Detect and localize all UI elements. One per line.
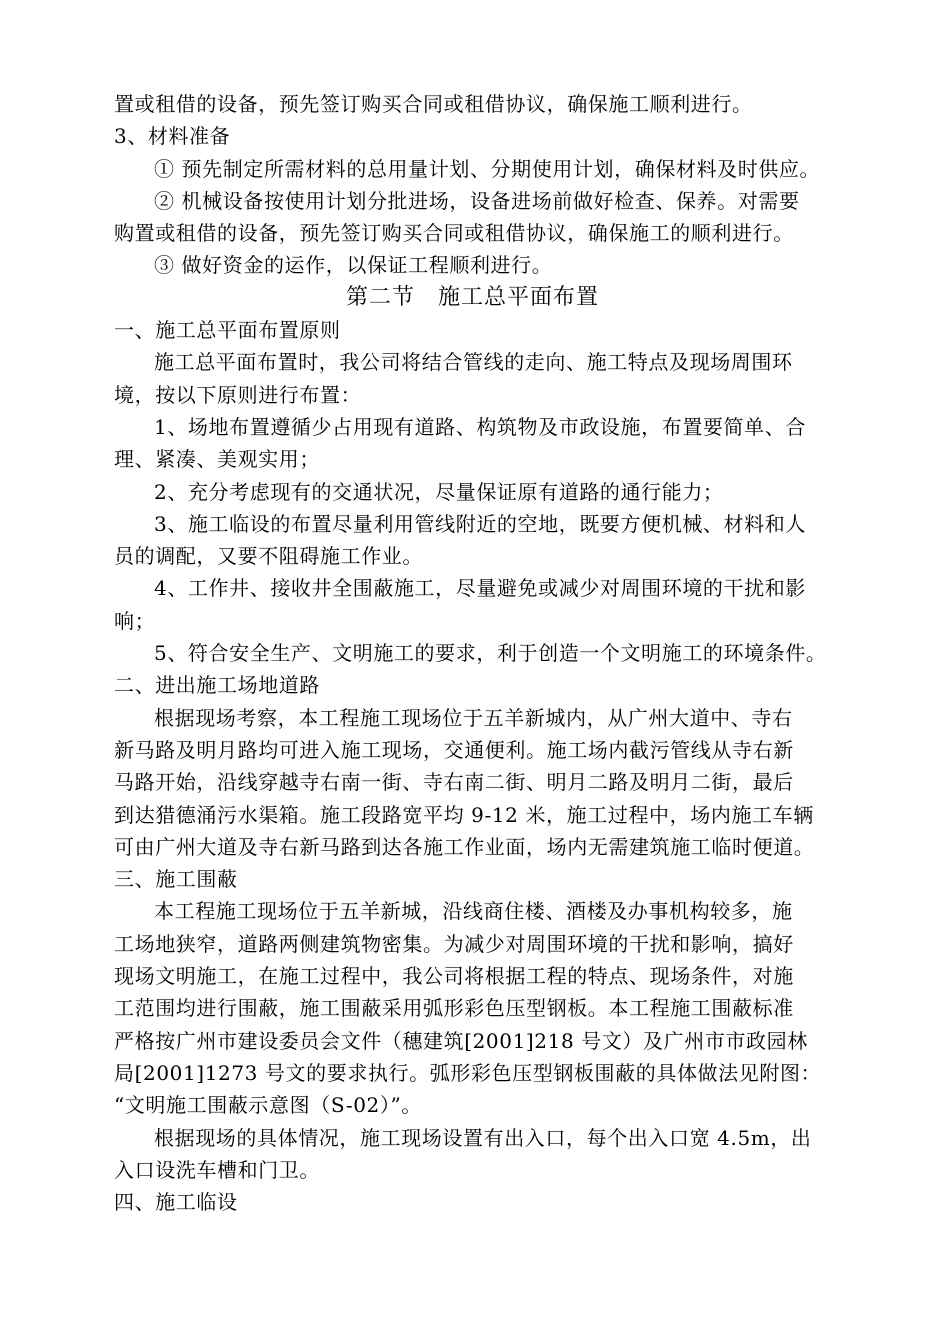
- heading-temporary-facilities: 四、施工临设: [114, 1190, 238, 1215]
- paragraph-line: 局[2001]1273 号文的要求执行。弧形彩色压型钢板围蔽的具体做法见附图：: [114, 1060, 822, 1085]
- paragraph-line: 5、符合安全生产、文明施工的要求，利于创造一个文明施工的环境条件。: [154, 641, 827, 666]
- paragraph-line: ① 预先制定所需材料的总用量计划、分期使用计划，确保材料及时供应。: [154, 156, 821, 181]
- paragraph-line: 工范围均进行围蔽，施工围蔽采用弧形彩色压型钢板。本工程施工围蔽标准: [114, 996, 794, 1021]
- paragraph-line: 理、紧凑、美观实用；: [114, 447, 320, 472]
- paragraph-line: 3、施工临设的布置尽量利用管线附近的空地，既要方便机械、材料和人: [154, 511, 806, 536]
- paragraph-line: 员的调配，又要不阻碍施工作业。: [114, 544, 423, 569]
- heading-site-roads: 二、进出施工场地道路: [114, 673, 320, 698]
- paragraph-line: 马路开始，沿线穿越寺右南一街、寺右南二街、明月二路及明月二街，最后: [114, 770, 794, 795]
- paragraph-line: 1、场地布置遵循少占用现有道路、构筑物及市政设施，布置要简单、合: [154, 414, 806, 439]
- paragraph-line: 入口设洗车槽和门卫。: [114, 1157, 320, 1182]
- paragraph-line: 根据现场考察，本工程施工现场位于五羊新城内，从广州大道中、寺右: [154, 705, 793, 730]
- paragraph-line: 境，按以下原则进行布置：: [114, 382, 362, 407]
- paragraph-line: 可由广州大道及寺右新马路到达各施工作业面，场内无需建筑施工临时便道。: [114, 834, 815, 859]
- paragraph-line: 工场地狭窄，道路两侧建筑物密集。为减少对周围环境的干扰和影响，搞好: [114, 931, 794, 956]
- paragraph-line: 本工程施工现场位于五羊新城，沿线商住楼、酒楼及办事机构较多，施: [154, 899, 793, 924]
- paragraph-line: 施工总平面布置时，我公司将结合管线的走向、施工特点及现场周围环: [154, 350, 793, 375]
- document-body: [114, 88, 864, 1218]
- paragraph-line: 新马路及明月路均可进入施工现场，交通便利。施工场内截污管线从寺右新: [114, 737, 794, 762]
- paragraph-line: 严格按广州市建设委员会文件（穗建筑[2001]218 号文）及广州市市政园林: [114, 1028, 808, 1053]
- paragraph-line: ③ 做好资金的运作，以保证工程顺利进行。: [154, 253, 553, 278]
- paragraph-line: 购置或租借的设备，预先签订购买合同或租借协议，确保施工的顺利进行。: [114, 221, 794, 246]
- paragraph-line: 2、充分考虑现有的交通状况，尽量保证原有道路的通行能力；: [154, 479, 724, 504]
- paragraph-line: 4、工作井、接收井全围蔽施工，尽量避免或减少对周围环境的干扰和影: [154, 576, 806, 601]
- section-title: 第二节 施工总平面布置: [346, 284, 600, 310]
- heading-layout-principles: 一、施工总平面布置原则: [114, 318, 341, 343]
- paragraph-line: 到达猎德涌污水渠箱。施工段路宽平均 9-12 米，施工过程中，场内施工车辆: [114, 802, 814, 827]
- paragraph-line: ② 机械设备按使用计划分批进场，设备进场前做好检查、保养。对需要: [154, 188, 800, 213]
- heading-enclosure: 三、施工围蔽: [114, 867, 238, 892]
- paragraph-line: “文明施工围蔽示意图（S-02）”。: [114, 1093, 422, 1118]
- paragraph-line: 根据现场的具体情况，施工现场设置有出入口，每个出入口宽 4.5m，出: [154, 1125, 812, 1150]
- paragraph-line: 置或租借的设备，预先签订购买合同或租借协议，确保施工顺利进行。: [114, 92, 753, 116]
- paragraph-line: 响；: [114, 608, 156, 633]
- paragraph-line: 现场文明施工，在施工过程中，我公司将根据工程的特点、现场条件，对施: [114, 964, 794, 989]
- subheading-materials: 3、材料准备: [114, 124, 231, 149]
